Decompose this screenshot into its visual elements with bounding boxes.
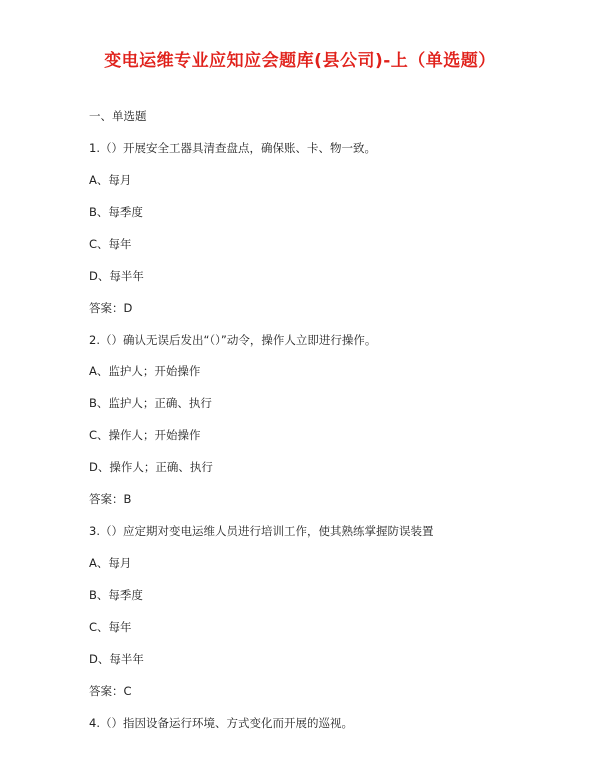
question-1-option-d: D、每半年 — [89, 269, 144, 283]
question-2-option-d: D、操作人；正确、执行 — [89, 460, 213, 474]
question-1-option-c: C、每年 — [89, 237, 132, 251]
question-3-answer: 答案：C — [89, 684, 132, 698]
question-3-option-b: B、每季度 — [89, 588, 143, 602]
question-2-stem: 2.（）确认无误后发出“（）”动令，操作人立即进行操作。 — [89, 333, 377, 347]
question-1-option-b: B、每季度 — [89, 205, 143, 219]
question-2-answer: 答案：B — [89, 492, 132, 506]
question-2-option-a: A、监护人；开始操作 — [89, 364, 201, 378]
section-heading: 一、单选题 — [89, 109, 147, 123]
question-1-option-a: A、每月 — [89, 173, 132, 187]
question-3-option-c: C、每年 — [89, 620, 132, 634]
question-2-option-c: C、操作人；开始操作 — [89, 428, 201, 442]
question-3-stem: 3.（）应定期对变电运维人员进行培训工作，使其熟练掌握防误装置 — [89, 524, 434, 538]
question-3-option-d: D、每半年 — [89, 652, 144, 666]
question-1-answer: 答案：D — [89, 301, 133, 315]
question-2-option-b: B、监护人；正确、执行 — [89, 396, 212, 410]
question-4-stem: 4.（）指因设备运行环境、方式变化而开展的巡视。 — [89, 716, 353, 730]
question-1-stem: 1.（）开展安全工器具清查盘点，确保账、卡、物一致。 — [89, 141, 376, 155]
document-title: 变电运维专业应知应会题库(县公司)-上（单选题） — [104, 51, 496, 71]
question-3-option-a: A、每月 — [89, 556, 132, 570]
